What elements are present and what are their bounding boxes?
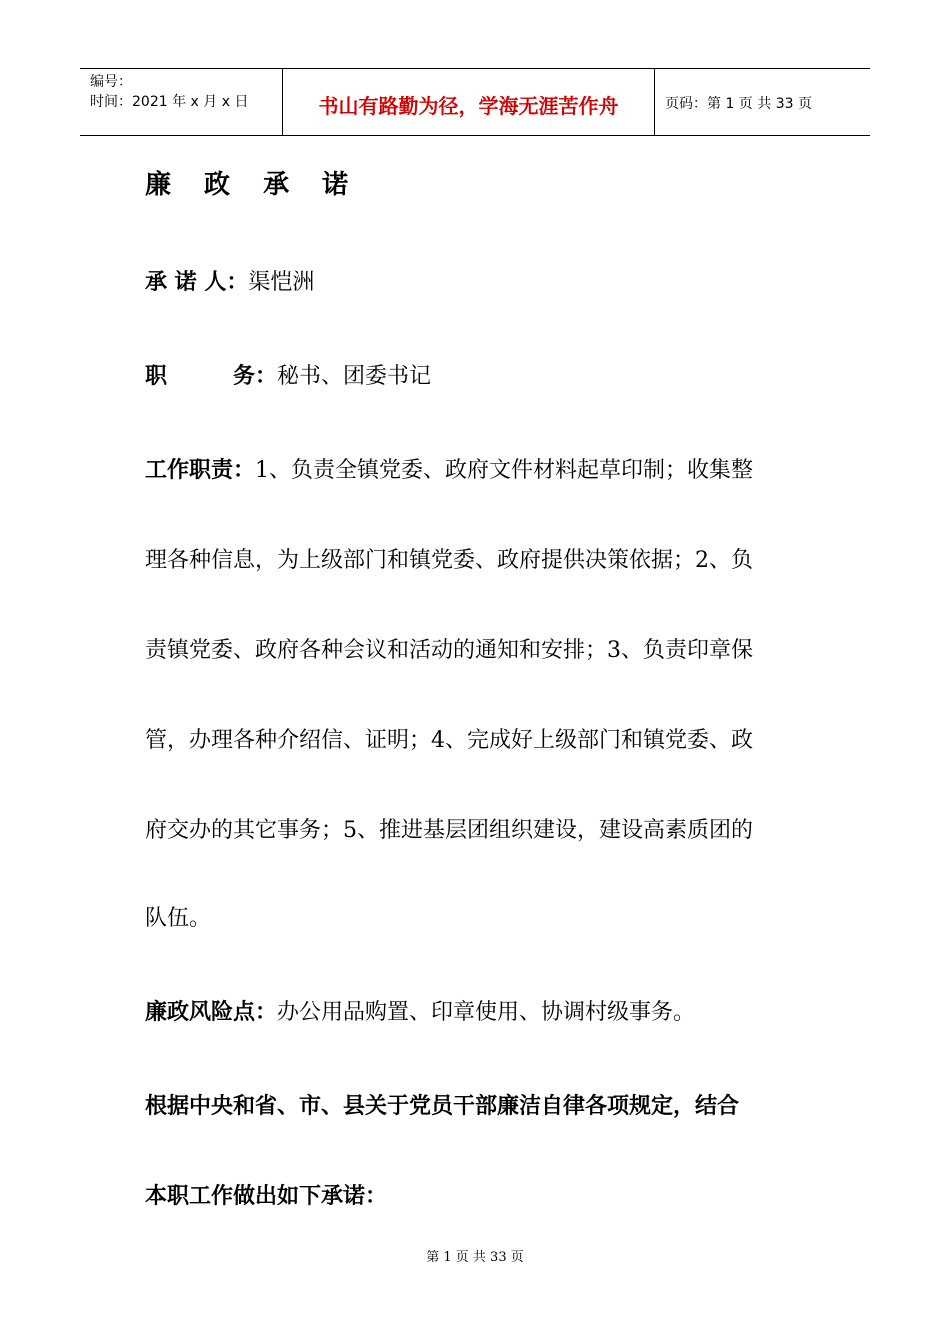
page-footer: 第 1 页 共 33 页 (426, 1250, 524, 1265)
position-row (145, 362, 431, 392)
duties-line: 理各种信息，为上级部门和镇党委、政府提供决策依据；2、负 (145, 548, 753, 573)
duties-line: 1、负责全镇党委、政府文件材料起草印制；收集整 (255, 458, 754, 483)
risk-row (145, 998, 695, 1028)
risk-value: 办公用品购置、印章使用、协调村级事务。 (277, 1000, 696, 1025)
basis-line: 本职工作做出如下承诺： (145, 1184, 388, 1209)
duties-row (145, 456, 753, 486)
duties-line: 责镇党委、政府各种会议和活动的通知和安排；3、负责印章保 (145, 638, 753, 663)
position-value: 秘书、团委书记 (277, 364, 432, 389)
header-date: 时间：2021 年 x 月 x 日 (90, 94, 249, 110)
header-page-info: 页码：第 1 页 共 33 页 (665, 96, 812, 112)
promiser-label: 承 诺 人： (145, 270, 249, 295)
position-label: 职 务： (145, 364, 278, 389)
duties-line: 队伍。 (145, 906, 212, 931)
document-header (80, 68, 870, 136)
promiser-row (145, 268, 314, 298)
basis-line: 根据中央和省、市、县关于党员干部廉洁自律各项规定，结合 (145, 1094, 740, 1119)
promiser-value: 渠恺洲 (248, 270, 315, 295)
document-title: 廉 政 承 诺 (145, 170, 361, 200)
header-number-label: 编号： (90, 74, 132, 90)
duties-label: 工作职责： (145, 458, 256, 483)
duties-line: 府交办的其它事务；5、推进基层团组织建设，建设高素质团的 (145, 818, 753, 843)
header-motto: 书山有路勤为径，学海无涯苦作舟 (282, 69, 655, 135)
duties-line: 管，办理各种介绍信、证明；4、完成好上级部门和镇党委、政 (145, 728, 753, 753)
risk-label: 廉政风险点： (145, 1000, 278, 1025)
header-meta (80, 69, 282, 135)
